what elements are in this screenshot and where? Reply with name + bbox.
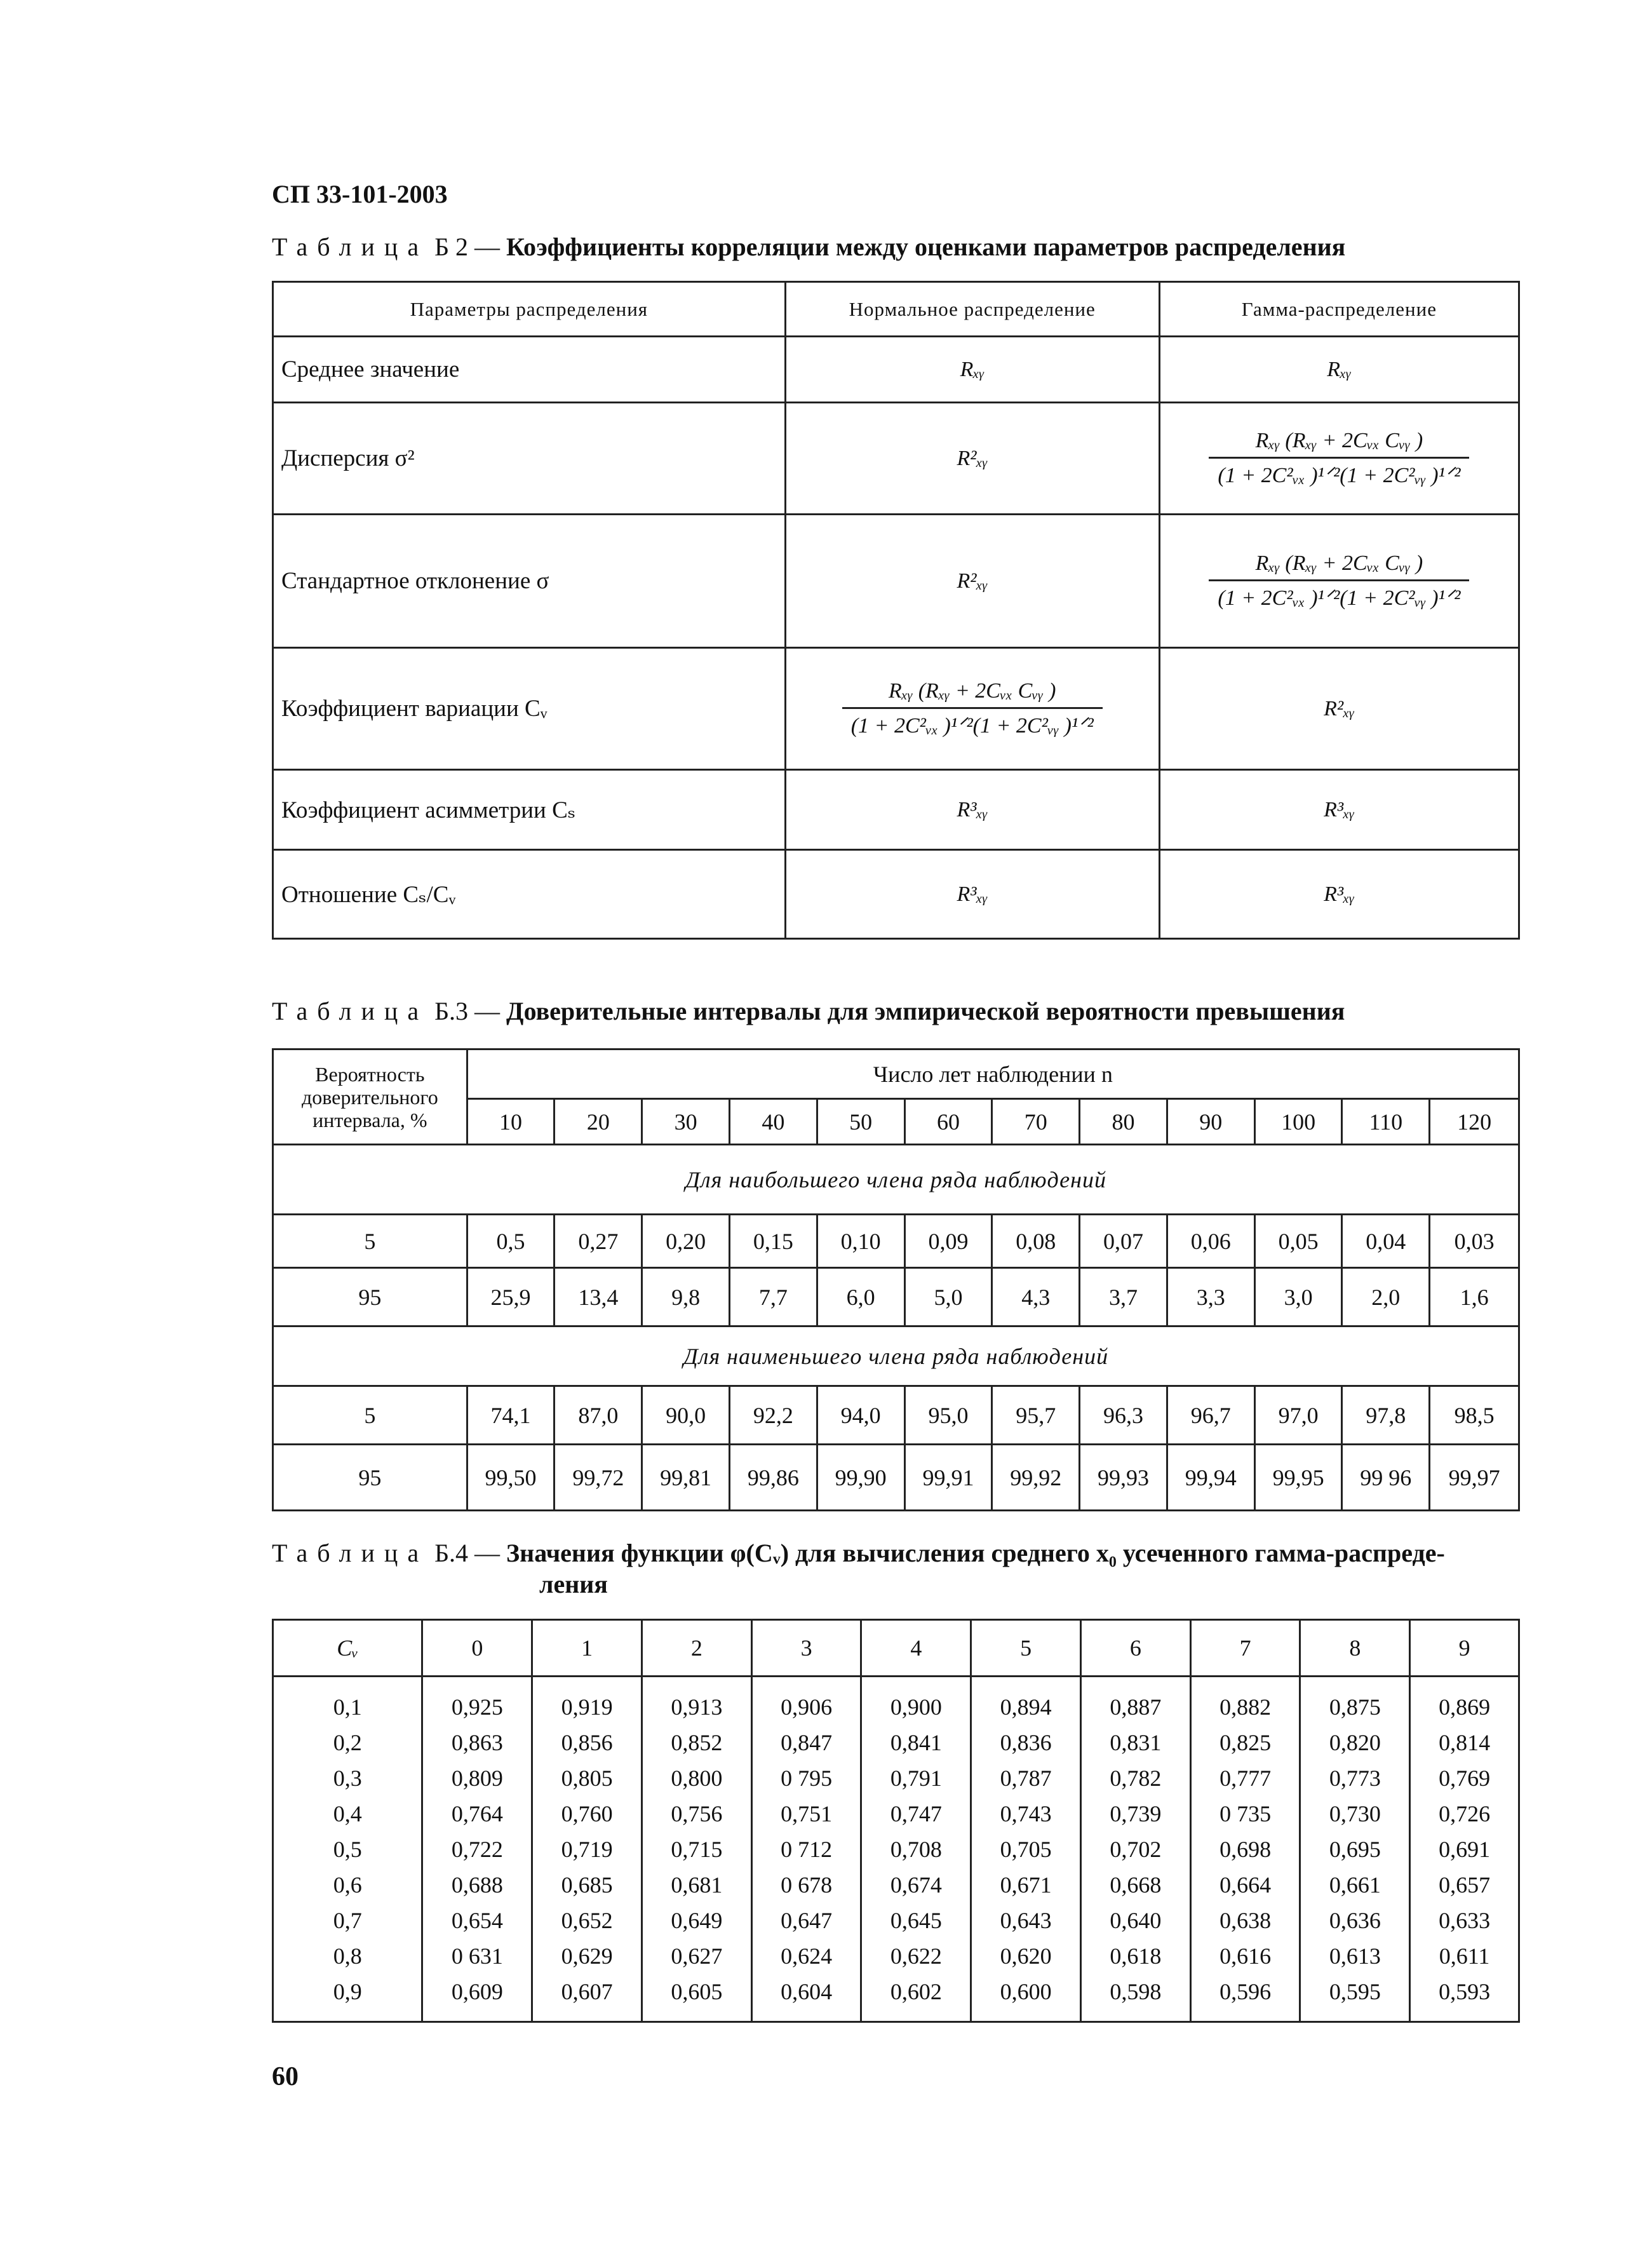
parameter-name: Дисперсия σ² — [273, 403, 786, 515]
value-cell: 0,07 — [1080, 1215, 1167, 1268]
value-cell: 74,1 — [467, 1386, 554, 1445]
table-row — [273, 1268, 1519, 1326]
formula-numerator: Rₓᵧ (Rₓᵧ + 2Cᵥₓ Cᵥᵧ ) — [1209, 429, 1469, 459]
value-cell: 0,913 — [642, 1689, 751, 1725]
year-header: 80 — [1080, 1099, 1167, 1145]
table-row — [273, 1867, 1519, 1903]
value-cell: 0,925 — [422, 1689, 532, 1725]
formula-numerator: Rₓᵧ (Rₓᵧ + 2Cᵥₓ Cᵥᵧ ) — [842, 679, 1103, 709]
value-cell: 0,809 — [422, 1760, 532, 1796]
column-header: Параметры распределения — [273, 282, 786, 337]
value-cell: 0,600 — [971, 1974, 1081, 2009]
value-cell: 0,20 — [642, 1215, 730, 1268]
value-cell: 0,613 — [1300, 1938, 1410, 1974]
table-row — [273, 648, 1519, 770]
value-cell: 0,593 — [1410, 1974, 1519, 2009]
digit-header: 4 — [861, 1620, 971, 1677]
normal-coefficient: Rₓᵧ — [785, 337, 1159, 403]
column-header: Гамма-распределение — [1159, 282, 1519, 337]
table-row — [273, 1974, 1519, 2009]
year-header: 90 — [1167, 1099, 1254, 1145]
table-row — [273, 1725, 1519, 1760]
value-cell: 0,760 — [532, 1796, 642, 1832]
digit-header: 3 — [751, 1620, 861, 1677]
value-cell: 3,3 — [1167, 1268, 1254, 1326]
value-cell: 0,664 — [1190, 1867, 1300, 1903]
value-cell: 0,739 — [1080, 1796, 1190, 1832]
value-cell: 0,820 — [1300, 1725, 1410, 1760]
value-cell: 99,81 — [642, 1445, 730, 1511]
value-cell: 95,7 — [992, 1386, 1080, 1445]
value-cell: 0,764 — [422, 1796, 532, 1832]
value-cell: 25,9 — [467, 1268, 554, 1326]
value-cell: 0 735 — [1190, 1796, 1300, 1832]
value-cell: 0 678 — [751, 1867, 861, 1903]
normal-coefficient: R³ₓᵧ — [785, 770, 1159, 850]
value-cell: 0,620 — [971, 1938, 1081, 1974]
table-b3 — [272, 1048, 1520, 1511]
table-b2-caption-title: Коэффициенты корреляции между оценками параметров распределения — [506, 233, 1346, 261]
probability-cell: 95 — [273, 1445, 467, 1511]
value-cell: 0,722 — [422, 1832, 532, 1867]
value-cell: 0,657 — [1410, 1867, 1519, 1903]
formula-numerator: Rₓᵧ (Rₓᵧ + 2Cᵥₓ Cᵥᵧ ) — [1209, 551, 1469, 581]
table-row — [273, 1903, 1519, 1938]
value-cell: 0,769 — [1410, 1760, 1519, 1796]
table-b3-caption — [272, 996, 1345, 1026]
table-row — [273, 770, 1519, 850]
table-row — [273, 1938, 1519, 1974]
year-header: 10 — [467, 1099, 554, 1145]
cv-cell: 0,2 — [273, 1725, 422, 1760]
value-cell: 0,691 — [1410, 1832, 1519, 1867]
digit-header: 0 — [422, 1620, 532, 1677]
value-cell: 99,93 — [1080, 1445, 1167, 1511]
value-cell: 0,15 — [729, 1215, 817, 1268]
value-cell: 0,747 — [861, 1796, 971, 1832]
value-cell: 0,777 — [1190, 1760, 1300, 1796]
normal-coefficient: R²ₓᵧ — [785, 403, 1159, 515]
value-cell: 0,782 — [1080, 1760, 1190, 1796]
cv-cell: 0,4 — [273, 1796, 422, 1832]
value-cell: 0,831 — [1080, 1725, 1190, 1760]
value-cell: 0,751 — [751, 1796, 861, 1832]
value-cell: 0,726 — [1410, 1796, 1519, 1832]
table-row — [273, 1386, 1519, 1445]
value-cell: 99,50 — [467, 1445, 554, 1511]
value-cell: 0,03 — [1430, 1215, 1519, 1268]
value-cell: 0,695 — [1300, 1832, 1410, 1867]
value-cell: 0,719 — [532, 1832, 642, 1867]
digit-header: 9 — [1410, 1620, 1519, 1677]
value-cell: 96,7 — [1167, 1386, 1254, 1445]
value-cell: 0 795 — [751, 1760, 861, 1796]
normal-formula — [785, 648, 1159, 770]
cv-header: Cᵥ — [273, 1620, 422, 1677]
parameter-name: Среднее значение — [273, 337, 786, 403]
value-cell: 0,622 — [861, 1938, 971, 1974]
value-cell: 0,652 — [532, 1903, 642, 1938]
value-cell: 0,611 — [1410, 1938, 1519, 1974]
value-cell: 98,5 — [1430, 1386, 1519, 1445]
value-cell: 92,2 — [729, 1386, 817, 1445]
table-b3-caption-title: Доверительные интервалы для эмпирической вероятности превышения — [506, 997, 1345, 1025]
value-cell: 0,668 — [1080, 1867, 1190, 1903]
value-cell: 0,743 — [971, 1796, 1081, 1832]
value-cell: 0,863 — [422, 1725, 532, 1760]
value-cell: 0,856 — [532, 1725, 642, 1760]
value-cell: 0,702 — [1080, 1832, 1190, 1867]
value-cell: 0,875 — [1300, 1689, 1410, 1725]
value-cell: 99,92 — [992, 1445, 1080, 1511]
column-header: Нормальное распределение — [785, 282, 1159, 337]
value-cell: 96,3 — [1080, 1386, 1167, 1445]
probability-cell: 95 — [273, 1268, 467, 1326]
section-title: Для наибольшего члена ряда наблюдений — [273, 1145, 1519, 1215]
value-cell: 0,671 — [971, 1867, 1081, 1903]
value-cell: 0,08 — [992, 1215, 1080, 1268]
value-cell: 0,688 — [422, 1867, 532, 1903]
cv-cell: 0,5 — [273, 1832, 422, 1867]
value-cell: 99 96 — [1342, 1445, 1430, 1511]
parameter-name: Отношение Cₛ/Cᵥ — [273, 850, 786, 939]
value-cell: 0,640 — [1080, 1903, 1190, 1938]
value-cell: 0,05 — [1254, 1215, 1342, 1268]
value-cell: 0,607 — [532, 1974, 642, 2009]
value-cell: 0,730 — [1300, 1796, 1410, 1832]
value-cell: 0,906 — [751, 1689, 861, 1725]
digit-header: 2 — [642, 1620, 751, 1677]
value-cell: 0,645 — [861, 1903, 971, 1938]
value-cell: 0,900 — [861, 1689, 971, 1725]
value-cell: 0,627 — [642, 1938, 751, 1974]
value-cell: 99,90 — [817, 1445, 904, 1511]
probability-cell: 5 — [273, 1215, 467, 1268]
table-row — [273, 1760, 1519, 1796]
gamma-formula — [1159, 515, 1519, 648]
value-cell: 0,756 — [642, 1796, 751, 1832]
value-cell: 0,847 — [751, 1725, 861, 1760]
value-cell: 9,8 — [642, 1268, 730, 1326]
value-cell: 99,95 — [1254, 1445, 1342, 1511]
value-cell: 0,618 — [1080, 1938, 1190, 1974]
digit-header: 8 — [1300, 1620, 1410, 1677]
table-row — [273, 1796, 1519, 1832]
table-b4-caption-title-continued: ления — [539, 1570, 608, 1598]
parameter-name: Стандартное отклонение σ — [273, 515, 786, 648]
probability-cell: 5 — [273, 1386, 467, 1445]
value-cell: 0,805 — [532, 1760, 642, 1796]
value-cell: 0,681 — [642, 1867, 751, 1903]
value-cell: 7,7 — [729, 1268, 817, 1326]
value-cell: 0,06 — [1167, 1215, 1254, 1268]
group-header: Число лет наблюдении n — [467, 1050, 1519, 1099]
value-cell: 0,604 — [751, 1974, 861, 2009]
section-title: Для наименьшего члена ряда наблюдений — [273, 1326, 1519, 1386]
value-cell: 0,825 — [1190, 1725, 1300, 1760]
value-cell: 0,609 — [422, 1974, 532, 2009]
value-cell: 0,869 — [1410, 1689, 1519, 1725]
document-code: СП 33-101-2003 — [272, 180, 448, 208]
value-cell: 94,0 — [817, 1386, 904, 1445]
value-cell: 0,633 — [1410, 1903, 1519, 1938]
table-row — [273, 1689, 1519, 1725]
year-header: 30 — [642, 1099, 730, 1145]
year-header: 50 — [817, 1099, 904, 1145]
year-header: 110 — [1342, 1099, 1430, 1145]
value-cell: 0,841 — [861, 1725, 971, 1760]
year-header: 120 — [1430, 1099, 1519, 1145]
value-cell: 0,708 — [861, 1832, 971, 1867]
cv-cell: 0,7 — [273, 1903, 422, 1938]
formula-denominator: (1 + 2C²ᵥₓ )¹ᐟ²(1 + 2C²ᵥᵧ )¹ᐟ² — [1218, 464, 1461, 487]
value-cell: 0,616 — [1190, 1938, 1300, 1974]
value-cell: 0,800 — [642, 1760, 751, 1796]
digit-header: 6 — [1080, 1620, 1190, 1677]
value-cell: 0,661 — [1300, 1867, 1410, 1903]
value-cell: 2,0 — [1342, 1268, 1430, 1326]
value-cell: 0,882 — [1190, 1689, 1300, 1725]
value-cell: 3,0 — [1254, 1268, 1342, 1326]
row-header: Вероятность доверительного интервала, % — [273, 1050, 467, 1145]
digit-header: 7 — [1190, 1620, 1300, 1677]
value-cell: 0,887 — [1080, 1689, 1190, 1725]
value-cell: 0,602 — [861, 1974, 971, 2009]
table-row — [273, 403, 1519, 515]
table-b2 — [272, 281, 1520, 940]
value-cell: 0,629 — [532, 1938, 642, 1974]
value-cell: 0,595 — [1300, 1974, 1410, 2009]
value-cell: 0,649 — [642, 1903, 751, 1938]
value-cell: 0,715 — [642, 1832, 751, 1867]
table-b4-caption — [272, 1537, 1445, 1569]
value-cell: 13,4 — [554, 1268, 642, 1326]
value-cell: 0,852 — [642, 1725, 751, 1760]
value-cell: 87,0 — [554, 1386, 642, 1445]
value-cell: 0,674 — [861, 1867, 971, 1903]
year-header: 60 — [904, 1099, 992, 1145]
cv-cell: 0,1 — [273, 1689, 422, 1725]
table-row — [273, 1445, 1519, 1511]
table-b4-caption-title: Значения функции φ(Cᵥ) для вычисления среднего x₀ усеченного гамма-распреде- — [506, 1539, 1445, 1567]
gamma-coefficient: Rₓᵧ — [1159, 337, 1519, 403]
normal-coefficient: R²ₓᵧ — [785, 515, 1159, 648]
value-cell: 99,97 — [1430, 1445, 1519, 1511]
table-b2-caption-prefix: Таблица — [272, 233, 429, 261]
value-cell: 0,814 — [1410, 1725, 1519, 1760]
value-cell: 0,27 — [554, 1215, 642, 1268]
formula-denominator: (1 + 2C²ᵥₓ )¹ᐟ²(1 + 2C²ᵥᵧ )¹ᐟ² — [850, 714, 1094, 738]
year-header: 70 — [992, 1099, 1080, 1145]
table-row — [273, 515, 1519, 648]
value-cell: 0,791 — [861, 1760, 971, 1796]
table-b3-caption-prefix: Таблица — [272, 997, 429, 1025]
value-cell: 0,643 — [971, 1903, 1081, 1938]
value-cell: 0,605 — [642, 1974, 751, 2009]
value-cell: 0,705 — [971, 1832, 1081, 1867]
value-cell: 0,698 — [1190, 1832, 1300, 1867]
value-cell: 0,773 — [1300, 1760, 1410, 1796]
table-b2-caption-number: Б 2 — — [434, 233, 501, 261]
value-cell: 0,685 — [532, 1867, 642, 1903]
value-cell: 0,10 — [817, 1215, 904, 1268]
table-row — [273, 1832, 1519, 1867]
cv-cell: 0,6 — [273, 1867, 422, 1903]
cv-cell: 0,3 — [273, 1760, 422, 1796]
gamma-formula — [1159, 403, 1519, 515]
value-cell: 1,6 — [1430, 1268, 1519, 1326]
normal-coefficient: R³ₓᵧ — [785, 850, 1159, 939]
value-cell: 0,04 — [1342, 1215, 1430, 1268]
value-cell: 97,0 — [1254, 1386, 1342, 1445]
table-row — [273, 337, 1519, 403]
value-cell: 0,654 — [422, 1903, 532, 1938]
value-cell: 0,638 — [1190, 1903, 1300, 1938]
digit-header: 5 — [971, 1620, 1081, 1677]
value-cell: 0,636 — [1300, 1903, 1410, 1938]
value-cell: 0,836 — [971, 1725, 1081, 1760]
digit-header: 1 — [532, 1620, 642, 1677]
value-cell: 0,787 — [971, 1760, 1081, 1796]
value-cell: 99,86 — [729, 1445, 817, 1511]
table-row — [273, 850, 1519, 939]
value-cell: 4,3 — [992, 1268, 1080, 1326]
parameter-name: Коэффициент асимметрии Cₛ — [273, 770, 786, 850]
value-cell: 0,894 — [971, 1689, 1081, 1725]
year-header: 100 — [1254, 1099, 1342, 1145]
gamma-coefficient: R³ₓᵧ — [1159, 770, 1519, 850]
value-cell: 0 712 — [751, 1832, 861, 1867]
value-cell: 99,94 — [1167, 1445, 1254, 1511]
value-cell: 6,0 — [817, 1268, 904, 1326]
value-cell: 3,7 — [1080, 1268, 1167, 1326]
cv-cell: 0,8 — [273, 1938, 422, 1974]
year-header: 40 — [729, 1099, 817, 1145]
value-cell: 5,0 — [904, 1268, 992, 1326]
gamma-coefficient: R³ₓᵧ — [1159, 850, 1519, 939]
table-row — [273, 1215, 1519, 1268]
formula-denominator: (1 + 2C²ᵥₓ )¹ᐟ²(1 + 2C²ᵥᵧ )¹ᐟ² — [1218, 586, 1461, 610]
parameter-name: Коэффициент вариации Cᵥ — [273, 648, 786, 770]
value-cell: 90,0 — [642, 1386, 730, 1445]
value-cell: 0 631 — [422, 1938, 532, 1974]
page-number: 60 — [272, 2062, 299, 2091]
table-b3-caption-number: Б.3 — — [434, 997, 501, 1025]
value-cell: 0,919 — [532, 1689, 642, 1725]
table-b4 — [272, 1619, 1520, 2023]
value-cell: 0,647 — [751, 1903, 861, 1938]
value-cell: 99,91 — [904, 1445, 992, 1511]
table-b4-caption-number: Б.4 — — [434, 1539, 501, 1567]
gamma-coefficient: R²ₓᵧ — [1159, 648, 1519, 770]
cv-cell: 0,9 — [273, 1974, 422, 2009]
value-cell: 0,596 — [1190, 1974, 1300, 2009]
value-cell: 0,5 — [467, 1215, 554, 1268]
value-cell: 0,598 — [1080, 1974, 1190, 2009]
table-b4-caption-prefix: Таблица — [272, 1539, 429, 1567]
value-cell: 0,624 — [751, 1938, 861, 1974]
value-cell: 97,8 — [1342, 1386, 1430, 1445]
table-b2-caption — [272, 232, 1345, 262]
value-cell: 0,09 — [904, 1215, 992, 1268]
year-header: 20 — [554, 1099, 642, 1145]
value-cell: 99,72 — [554, 1445, 642, 1511]
value-cell: 95,0 — [904, 1386, 992, 1445]
